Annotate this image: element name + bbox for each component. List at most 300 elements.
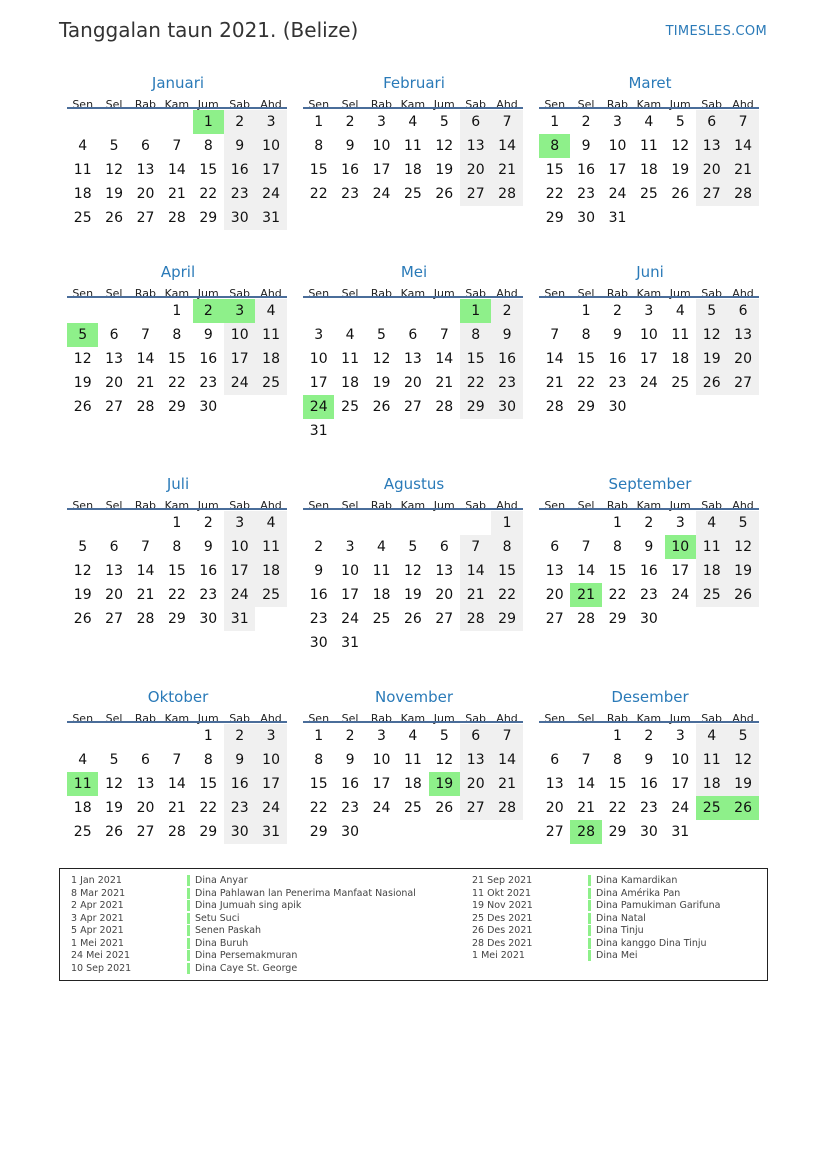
holiday-name: Dina Mei (596, 950, 638, 961)
day-cell: 12 (727, 535, 758, 559)
day-cell: 12 (372, 351, 391, 367)
day-cell: 19 (403, 587, 422, 603)
holiday-marker (588, 925, 591, 936)
day-cell: 25 (372, 611, 391, 627)
day-cell: 4 (644, 114, 654, 130)
day-cell: 26 (696, 371, 727, 395)
day-cell: 4 (255, 299, 286, 323)
day-cell: 28 (136, 611, 155, 627)
day-cell: 23 (491, 371, 522, 395)
day-cell: 21 (136, 375, 155, 391)
day-cell: 29 (309, 824, 328, 840)
day-cell: 6 (550, 752, 560, 768)
month-desember (539, 687, 761, 840)
day-cell: 2 (345, 728, 355, 744)
brand-link[interactable]: TIMESLES.COM (665, 24, 767, 39)
day-cell: 2 (581, 114, 591, 130)
day-cell: 6 (727, 299, 758, 323)
day-cell: 12 (73, 351, 92, 367)
day-cell: 7 (727, 110, 758, 134)
day-cell: 5 (109, 138, 119, 154)
day-cell: 5 (675, 114, 685, 130)
day-cell: 19 (105, 800, 123, 816)
holiday-marker (187, 913, 190, 924)
holiday-date: 10 Sep 2021 (71, 962, 132, 974)
day-cell: 13 (460, 134, 491, 158)
day-cell: 17 (224, 347, 255, 371)
holiday-day-cell: 5 (67, 323, 98, 347)
day-cell: 9 (224, 748, 255, 772)
day-cell: 8 (613, 752, 622, 768)
holiday-date: 21 Sep 2021 (472, 875, 533, 886)
weekday-label: Jum (197, 711, 219, 725)
weekday-label: Rab (370, 97, 393, 111)
day-cell: 22 (199, 800, 218, 816)
day-cell: 26 (727, 583, 758, 607)
day-cell: 15 (608, 563, 627, 579)
day-cell: 9 (644, 752, 654, 768)
holiday-name: Dina Tinju (596, 925, 644, 936)
day-cell: 10 (309, 351, 328, 367)
day-cell: 15 (167, 351, 186, 367)
day-cell: 24 (608, 186, 627, 202)
day-cell: 28 (136, 399, 155, 415)
legend-row (472, 913, 762, 926)
weekday-label: Sab (701, 711, 722, 725)
day-cell: 13 (435, 563, 454, 579)
day-cell: 21 (136, 587, 155, 603)
holiday-marker (588, 913, 591, 924)
day-cell: 23 (639, 800, 658, 816)
month-maret (539, 73, 761, 226)
day-cell: 30 (491, 395, 522, 419)
day-cell: 28 (491, 796, 522, 820)
day-cell: 17 (309, 375, 328, 391)
day-cell: 16 (309, 587, 328, 603)
day-cell: 10 (671, 752, 690, 768)
day-cell: 22 (167, 587, 186, 603)
legend-row (71, 887, 416, 901)
day-cell: 25 (403, 186, 422, 202)
day-cell: 30 (199, 611, 218, 627)
day-cell: 17 (255, 158, 286, 182)
day-cell: 28 (491, 182, 522, 206)
day-cell: 18 (341, 375, 359, 391)
day-cell: 14 (577, 776, 595, 792)
weekday-label: Sel (341, 286, 359, 300)
day-cell: 23 (199, 375, 218, 391)
day-cell: 16 (341, 776, 359, 792)
weekday-label: Sen (544, 97, 566, 111)
day-cell: 26 (105, 824, 123, 840)
weekday-label: Sab (465, 286, 486, 300)
day-cell: 3 (224, 511, 255, 535)
header-rule (539, 721, 759, 723)
day-cell: 17 (372, 776, 391, 792)
day-cell: 19 (727, 559, 758, 583)
day-cell: 9 (644, 539, 654, 555)
day-cell: 9 (613, 327, 622, 343)
day-cell: 7 (581, 539, 591, 555)
weekday-label: Jum (197, 97, 219, 111)
legend-row (71, 963, 361, 976)
holiday-marker (588, 888, 591, 899)
day-cell: 30 (341, 824, 359, 840)
weekday-label: Sab (701, 97, 722, 111)
day-cell: 24 (224, 583, 255, 607)
day-cell: 10 (224, 323, 255, 347)
day-cell: 8 (613, 539, 622, 555)
day-cell: 26 (435, 186, 454, 202)
day-cell: 21 (577, 800, 595, 816)
day-cell: 8 (581, 327, 591, 343)
day-cell: 8 (314, 752, 324, 768)
weekday-label: Jum (669, 97, 691, 111)
day-cell: 14 (460, 559, 491, 583)
day-cell: 17 (224, 559, 255, 583)
day-cell: 20 (105, 587, 123, 603)
month-november (303, 687, 525, 840)
holiday-marker (588, 950, 591, 961)
day-cell: 11 (255, 323, 286, 347)
day-cell: 22 (309, 800, 328, 816)
day-cell: 23 (639, 587, 658, 603)
day-cell: 17 (255, 772, 286, 796)
day-cell: 6 (460, 110, 491, 134)
day-cell: 19 (105, 186, 123, 202)
day-cell: 15 (491, 559, 522, 583)
holiday-date: 11 Okt 2021 (472, 887, 532, 899)
day-cell: 26 (73, 399, 92, 415)
day-cell: 6 (439, 539, 449, 555)
header-rule (303, 721, 523, 723)
day-cell: 11 (671, 327, 690, 343)
day-cell: 8 (203, 138, 213, 154)
day-cell: 1 (613, 728, 622, 744)
day-cell: 22 (608, 587, 627, 603)
day-cell: 28 (577, 611, 595, 627)
day-cell: 20 (403, 375, 422, 391)
day-cell: 15 (309, 776, 328, 792)
holiday-name: Senen Paskah (195, 925, 262, 936)
day-cell: 26 (671, 186, 690, 202)
weekday-label: Kam (400, 286, 426, 300)
day-cell: 8 (203, 752, 213, 768)
day-cell: 4 (377, 539, 386, 555)
day-cell: 9 (491, 323, 522, 347)
month-januari (67, 73, 289, 226)
day-cell: 13 (696, 134, 727, 158)
weekday-label: Rab (134, 711, 157, 725)
day-cell: 7 (141, 539, 150, 555)
holiday-name: Setu Suci (195, 912, 240, 924)
day-cell: 29 (199, 824, 218, 840)
day-cell: 30 (639, 611, 658, 627)
day-cell: 24 (372, 800, 391, 816)
day-cell: 1 (581, 303, 591, 319)
day-cell: 26 (403, 611, 422, 627)
day-cell: 2 (644, 515, 654, 531)
day-cell: 4 (696, 511, 727, 535)
day-cell: 30 (639, 824, 658, 840)
day-cell: 8 (491, 535, 522, 559)
day-cell: 18 (696, 772, 727, 796)
day-cell: 24 (224, 371, 255, 395)
weekday-label: Ahd (496, 97, 518, 111)
day-cell: 23 (199, 587, 218, 603)
day-cell: 1 (491, 511, 522, 535)
day-cell: 6 (550, 539, 560, 555)
day-cell: 27 (460, 182, 491, 206)
holiday-name: Dina Pamukiman Garifuna (596, 900, 721, 911)
day-cell: 29 (545, 210, 564, 226)
day-cell: 7 (460, 535, 491, 559)
day-cell: 29 (608, 611, 627, 627)
weekday-label: Sel (341, 711, 359, 725)
day-cell: 12 (671, 138, 690, 154)
day-cell: 11 (341, 351, 359, 367)
day-cell: 24 (671, 800, 690, 816)
holiday-date: 8 Mar 2021 (71, 887, 126, 899)
day-cell: 23 (608, 375, 627, 391)
weekday-label: Kam (400, 711, 426, 725)
weekday-label: Sel (341, 498, 359, 512)
holiday-date: 3 Apr 2021 (71, 912, 124, 924)
day-cell: 3 (345, 539, 355, 555)
day-cell: 27 (105, 399, 123, 415)
weekday-label: Sen (308, 97, 330, 111)
holiday-name: Dina Pahlawan lan Penerima Manfaat Nasional (195, 887, 416, 899)
holiday-name: Dina Kamardikan (596, 875, 678, 886)
day-cell: 16 (639, 776, 658, 792)
month-februari (303, 73, 525, 202)
legend-row (472, 925, 762, 938)
day-cell: 7 (491, 724, 522, 748)
day-cell: 7 (439, 327, 449, 343)
day-cell: 5 (696, 299, 727, 323)
day-cell: 25 (403, 800, 422, 816)
holiday-date: 1 Mei 2021 (472, 950, 525, 961)
header-rule (539, 107, 759, 109)
day-cell: 28 (435, 399, 454, 415)
day-cell: 17 (372, 162, 391, 178)
day-cell: 6 (141, 138, 150, 154)
day-cell: 14 (577, 563, 595, 579)
day-cell: 25 (73, 210, 92, 226)
day-cell: 22 (545, 186, 564, 202)
holiday-legend (59, 868, 768, 981)
month-name: Maret (628, 74, 672, 92)
day-cell: 8 (172, 539, 182, 555)
holiday-day-cell: 1 (460, 299, 491, 323)
weekday-label: Sab (701, 286, 722, 300)
weekday-label: Sel (105, 97, 123, 111)
day-cell: 31 (224, 607, 255, 631)
day-cell: 25 (73, 824, 92, 840)
weekday-label: Sen (308, 711, 330, 725)
day-cell: 14 (167, 162, 186, 178)
day-cell: 5 (408, 539, 418, 555)
legend-row (472, 875, 762, 888)
day-cell: 4 (345, 327, 355, 343)
month-name: Februari (383, 74, 445, 92)
holiday-name: Dina Caye St. George (195, 962, 298, 974)
day-cell: 27 (545, 824, 564, 840)
holiday-marker (588, 938, 591, 949)
header-rule (539, 296, 759, 298)
weekday-label: Ahd (260, 286, 282, 300)
day-cell: 24 (671, 587, 690, 603)
weekday-label: Ahd (732, 97, 754, 111)
weekday-label: Sab (229, 97, 250, 111)
holiday-name: Dina Persemakmuran (195, 950, 298, 961)
legend-row (71, 925, 361, 938)
day-cell: 11 (696, 748, 727, 772)
weekday-label: Ahd (260, 97, 282, 111)
weekday-label: Kam (164, 286, 190, 300)
month-mei (303, 262, 525, 439)
day-cell: 26 (73, 611, 92, 627)
weekday-label: Kam (636, 97, 662, 111)
month-oktober (67, 687, 289, 840)
holiday-name: Dina kanggo Dina Tinju (596, 937, 707, 949)
weekday-label: Kam (636, 498, 662, 512)
day-cell: 20 (105, 375, 123, 391)
day-cell: 13 (545, 776, 564, 792)
day-cell: 23 (224, 796, 255, 820)
weekday-label: Jum (433, 97, 455, 111)
header-rule (67, 508, 287, 510)
day-cell: 2 (314, 539, 324, 555)
day-cell: 22 (460, 371, 491, 395)
day-cell: 4 (78, 138, 88, 154)
day-cell: 20 (696, 158, 727, 182)
day-cell: 11 (403, 752, 422, 768)
day-cell: 25 (671, 375, 690, 391)
holiday-date: 25 Des 2021 (472, 912, 533, 924)
month-name: Juni (636, 263, 664, 281)
day-cell: 12 (696, 323, 727, 347)
legend-row (472, 938, 762, 951)
day-cell: 28 (167, 210, 186, 226)
day-cell: 2 (345, 114, 355, 130)
day-cell: 3 (255, 110, 286, 134)
day-cell: 9 (345, 752, 355, 768)
day-cell: 21 (460, 583, 491, 607)
day-cell: 5 (439, 728, 449, 744)
day-cell: 27 (545, 611, 564, 627)
day-cell: 10 (608, 138, 627, 154)
day-cell: 6 (460, 724, 491, 748)
weekday-label: Rab (370, 498, 393, 512)
day-cell: 2 (203, 515, 213, 531)
weekday-label: Sen (72, 498, 94, 512)
day-cell: 11 (372, 563, 391, 579)
day-cell: 2 (644, 728, 654, 744)
holiday-day-cell: 26 (727, 796, 758, 820)
day-cell: 14 (136, 563, 155, 579)
holiday-day-cell: 25 (696, 796, 727, 820)
day-cell: 21 (727, 158, 758, 182)
weekday-label: Sel (577, 97, 595, 111)
day-cell: 12 (435, 752, 454, 768)
day-cell: 4 (408, 728, 418, 744)
holiday-marker (187, 888, 190, 899)
day-cell: 13 (403, 351, 422, 367)
day-cell: 16 (199, 351, 218, 367)
holiday-marker (187, 963, 190, 974)
day-cell: 2 (491, 299, 522, 323)
day-cell: 17 (671, 776, 690, 792)
day-cell: 13 (136, 162, 155, 178)
holiday-marker (588, 875, 591, 886)
day-cell: 27 (403, 399, 422, 415)
header-rule (67, 107, 287, 109)
day-cell: 15 (199, 776, 218, 792)
day-cell: 10 (224, 535, 255, 559)
month-name: Januari (151, 74, 205, 92)
day-cell: 3 (613, 114, 622, 130)
day-cell: 3 (377, 728, 386, 744)
day-cell: 29 (199, 210, 218, 226)
day-cell: 24 (372, 186, 391, 202)
holiday-date: 19 Nov 2021 (472, 900, 533, 911)
day-cell: 27 (136, 824, 155, 840)
day-cell: 25 (255, 583, 286, 607)
day-cell: 7 (172, 138, 182, 154)
day-cell: 11 (639, 138, 658, 154)
day-cell: 6 (109, 327, 119, 343)
day-cell: 21 (435, 375, 454, 391)
day-cell: 23 (341, 186, 359, 202)
day-cell: 15 (309, 162, 328, 178)
day-cell: 12 (435, 138, 454, 154)
holiday-date: 26 Des 2021 (472, 925, 533, 936)
holiday-day-cell: 28 (570, 820, 601, 844)
page-title: Tanggalan taun 2021. (Belize) (59, 18, 359, 42)
holiday-marker (187, 875, 190, 886)
day-cell: 24 (255, 796, 286, 820)
month-april (67, 262, 289, 415)
day-cell: 3 (255, 724, 286, 748)
weekday-label: Sel (577, 286, 595, 300)
day-cell: 1 (203, 728, 213, 744)
day-cell: 31 (309, 423, 328, 439)
weekday-label: Rab (606, 97, 629, 111)
weekday-label: Ahd (496, 498, 518, 512)
day-cell: 22 (309, 186, 328, 202)
weekday-label: Kam (636, 286, 662, 300)
day-cell: 4 (78, 752, 88, 768)
weekday-label: Sel (105, 286, 123, 300)
day-cell: 16 (224, 772, 255, 796)
weekday-label: Rab (606, 286, 629, 300)
holiday-date: 1 Mei 2021 (71, 937, 124, 949)
day-cell: 8 (172, 327, 182, 343)
day-cell: 2 (224, 724, 255, 748)
day-cell: 6 (109, 539, 119, 555)
day-cell: 22 (608, 800, 627, 816)
day-cell: 20 (545, 800, 564, 816)
day-cell: 21 (491, 158, 522, 182)
day-cell: 28 (460, 607, 491, 631)
day-cell: 7 (491, 110, 522, 134)
day-cell: 19 (372, 375, 391, 391)
day-cell: 14 (491, 748, 522, 772)
day-cell: 5 (109, 752, 119, 768)
day-cell: 16 (199, 563, 218, 579)
day-cell: 19 (696, 347, 727, 371)
